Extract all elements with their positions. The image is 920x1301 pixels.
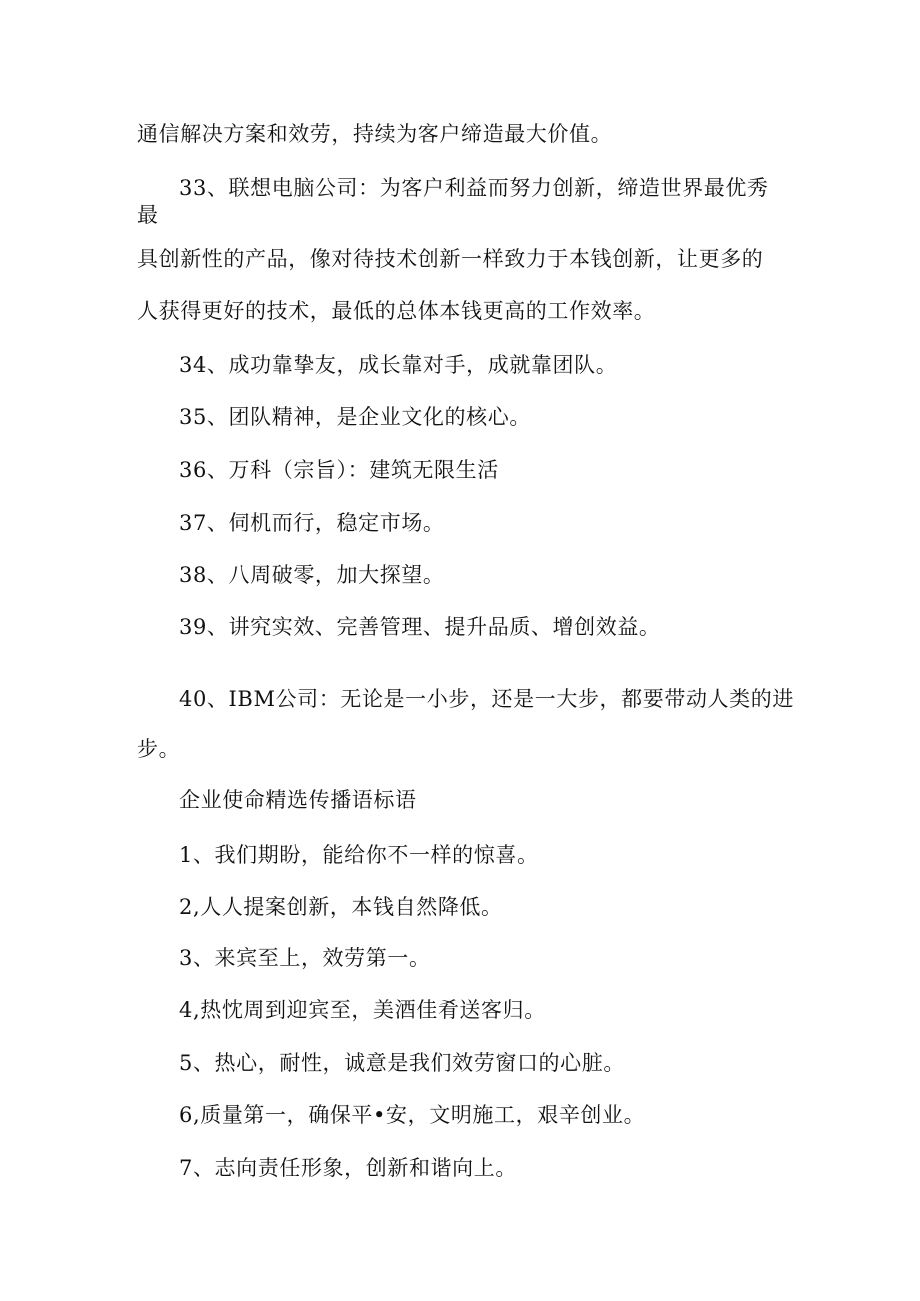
list-item-33-cont-1: 具创新性的产品，像对待技术创新一样致力于本钱创新，让更多的 [137, 247, 764, 271]
list-item-38: 38、八周破零，加大探望。 [179, 563, 445, 587]
list-item-37: 37、伺机而行，稳定市场。 [179, 511, 445, 535]
slogan-item-7: 7、志向责任形象，创新和谐向上。 [179, 1156, 517, 1180]
list-item-35: 35、团队精神，是企业文化的核心。 [179, 405, 531, 429]
slogan-item-2: 2,人人提案创新，本钱自然降低。 [179, 895, 503, 919]
list-item-33-cont-2: 人获得更好的技术，最低的总体本钱更高的工作效率。 [137, 299, 656, 323]
slogan-item-3: 3、来宾至上，效劳第一。 [179, 946, 431, 970]
list-item-40-cont: 步。 [137, 737, 181, 761]
list-item-33-wrap: 最 [137, 203, 159, 227]
list-item-39: 39、讲究实效、完善管理、提升品质、增创效益。 [179, 615, 661, 639]
section-heading: 企业使命精选传播语标语 [179, 788, 417, 812]
slogan-item-5: 5、热心，耐性，诚意是我们效劳窗口的心脏。 [179, 1051, 625, 1075]
slogan-item-6: 6,质量第一，确保平•安，文明施工，艰辛创业。 [179, 1103, 646, 1127]
list-item-40: 40、IBM公司：无论是一小步，还是一大步，都要带动人类的进 [179, 687, 794, 711]
slogan-item-4: 4,热忱周到迎宾至，美酒佳肴送客归。 [179, 998, 546, 1022]
list-item-34: 34、成功靠挚友，成长靠对手，成就靠团队。 [179, 353, 618, 377]
paragraph-line-continuation: 通信解决方案和效劳，持续为客户缔造最大价值。 [137, 122, 613, 146]
list-item-36: 36、万科（宗旨）：建筑无限生活 [179, 458, 499, 482]
list-item-33: 33、联想电脑公司：为客户利益而努力创新，缔造世界最优秀 [179, 176, 769, 200]
slogan-item-1: 1、我们期盼，能给你不一样的惊喜。 [179, 843, 539, 867]
